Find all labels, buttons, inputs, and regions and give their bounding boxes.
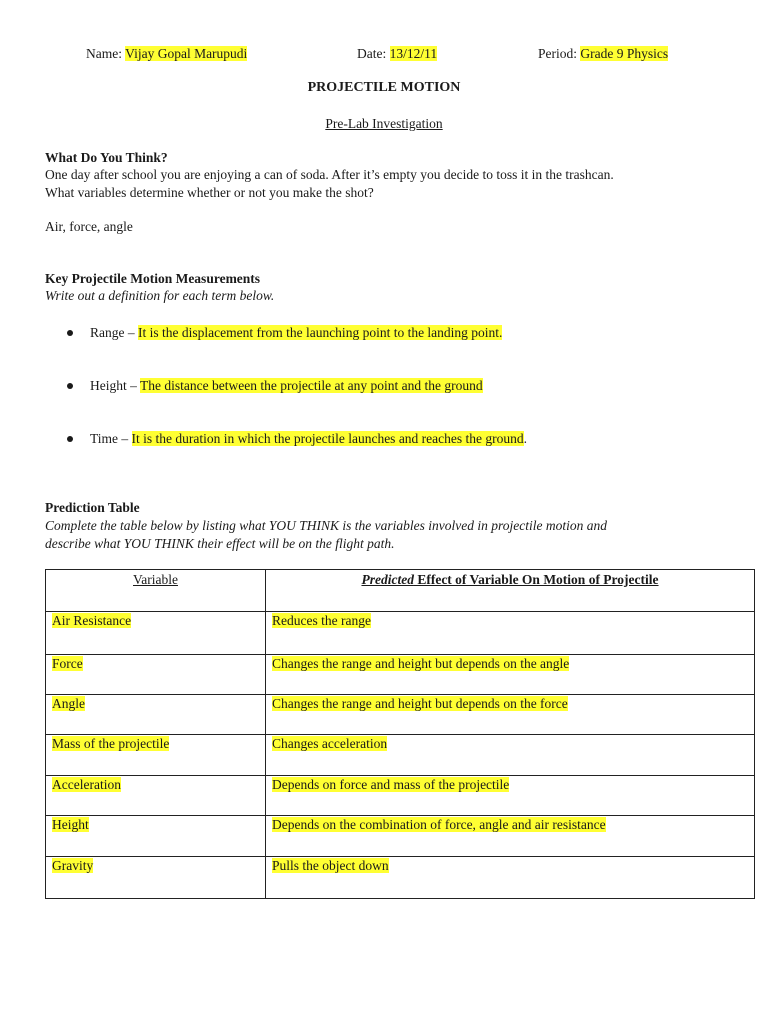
measurements-instruction: Write out a definition for each term below. <box>45 288 275 303</box>
table-header-row <box>46 570 755 612</box>
variable-text: Height <box>52 817 89 832</box>
term-definition[interactable]: It is the displacement from the launching point to the landing point. <box>138 325 503 340</box>
effect-cell[interactable] <box>266 816 755 857</box>
think-question-line2: What variables determine whether or not you make the shot? <box>45 185 374 200</box>
term-definition[interactable]: It is the duration in which the projectile launches and reaches the ground <box>131 431 524 446</box>
variable-text: Air Resistance <box>52 613 132 628</box>
date-line <box>357 46 437 62</box>
prediction-instruction-line2: describe what YOU THINK their effect will be on the flight path. <box>45 536 395 551</box>
measurement-height <box>90 378 483 394</box>
table-row <box>46 776 755 816</box>
effect-text: Depends on the combination of force, angle and air resistance <box>272 817 606 832</box>
name-line <box>86 46 247 62</box>
think-question-line1: One day after school you are enjoying a can of soda. After it’s empty you decide to toss it in the trashcan. <box>45 167 614 182</box>
variable-cell[interactable] <box>46 655 266 695</box>
effect-cell[interactable] <box>266 857 755 899</box>
term-label: Range – <box>90 325 138 340</box>
variable-text: Gravity <box>52 858 94 873</box>
prediction-table <box>45 569 755 899</box>
term-definition[interactable]: The distance between the projectile at any point and the ground <box>140 378 483 393</box>
term-tail: . <box>523 431 528 446</box>
term-label: Time – <box>90 431 132 446</box>
effect-text: Reduces the range <box>272 613 371 628</box>
date-label: Date: <box>357 46 387 61</box>
table-row <box>46 816 755 857</box>
bullet-icon <box>67 330 73 336</box>
variable-cell[interactable] <box>46 857 266 899</box>
table-row <box>46 695 755 735</box>
date-value[interactable]: 13/12/11 <box>389 46 438 61</box>
bullet-icon <box>67 436 73 442</box>
measurement-time <box>90 431 527 447</box>
think-answer[interactable]: Air, force, angle <box>45 219 133 234</box>
effect-cell[interactable] <box>266 735 755 776</box>
variable-cell[interactable] <box>46 776 266 816</box>
effect-text: Changes the range and height but depends on the angle <box>272 656 570 671</box>
measurements-heading: Key Projectile Motion Measurements <box>45 271 261 286</box>
column-header-effect-rest: Effect of Variable On Motion of Projectile <box>413 572 659 587</box>
table-row <box>46 735 755 776</box>
variable-cell[interactable] <box>46 695 266 735</box>
column-header-effect-em: Predicted <box>361 572 414 587</box>
variable-cell[interactable] <box>46 816 266 857</box>
column-header-variable <box>46 570 266 612</box>
effect-text: Changes acceleration <box>272 736 388 751</box>
variable-text: Force <box>52 656 83 671</box>
effect-cell[interactable] <box>266 695 755 735</box>
term-label: Height – <box>90 378 140 393</box>
variable-text: Mass of the projectile <box>52 736 170 751</box>
variable-cell[interactable] <box>46 612 266 655</box>
period-value[interactable]: Grade 9 Physics <box>580 46 669 61</box>
table-row <box>46 857 755 899</box>
period-line <box>538 46 668 62</box>
prediction-heading: Prediction Table <box>45 500 140 515</box>
effect-cell[interactable] <box>266 776 755 816</box>
think-heading: What Do You Think? <box>45 150 168 165</box>
effect-text: Changes the range and height but depends on the force <box>272 696 568 711</box>
table-row <box>46 612 755 655</box>
period-label: Period: <box>538 46 577 61</box>
effect-text: Depends on force and mass of the projectile <box>272 777 510 792</box>
name-value[interactable]: Vijay Gopal Marupudi <box>125 46 248 61</box>
prediction-instruction-line1: Complete the table below by listing what YOU THINK is the variables involved in projectile motion and <box>45 518 607 533</box>
measurement-range <box>90 325 502 341</box>
table-row <box>46 655 755 695</box>
page-subtitle: Pre-Lab Investigation <box>325 116 443 131</box>
page-title: PROJECTILE MOTION <box>307 80 461 95</box>
effect-cell[interactable] <box>266 612 755 655</box>
effect-text: Pulls the object down <box>272 858 389 873</box>
column-header-variable-label: Variable <box>133 572 178 587</box>
variable-text: Angle <box>52 696 85 711</box>
variable-text: Acceleration <box>52 777 121 792</box>
effect-cell[interactable] <box>266 655 755 695</box>
bullet-icon <box>67 383 73 389</box>
column-header-effect <box>266 570 755 612</box>
name-label: Name: <box>86 46 122 61</box>
variable-cell[interactable] <box>46 735 266 776</box>
